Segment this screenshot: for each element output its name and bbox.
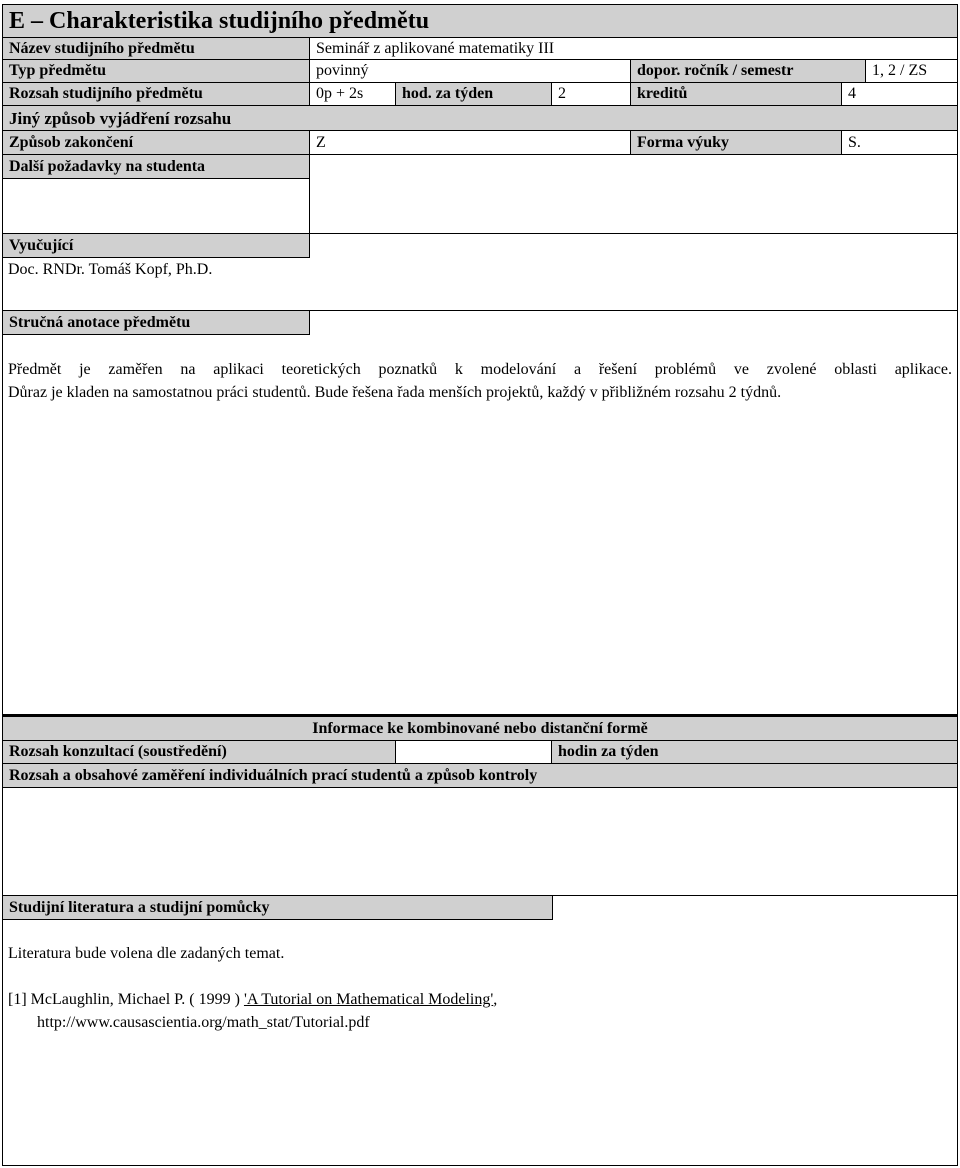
annotation-label: Stručná anotace předmětu bbox=[2, 310, 310, 335]
literature-ref-url[interactable]: http://www.causascientia.org/math_stat/Tutorial.pdf bbox=[37, 1014, 370, 1031]
year-semester-label: dopor. ročník / semestr bbox=[630, 59, 866, 83]
annotation-line-2: Důraz je kladen na samostatnou práci studentů. Bude řešena řada menších projektů, každý v přibližném rozsahu 2 týdnů. bbox=[8, 384, 782, 401]
year-semester-value: 1, 2 / ZS bbox=[865, 59, 958, 83]
distance-header: Informace ke kombinované nebo distanční formě bbox=[2, 716, 958, 741]
literature-intro: Literatura bude volena dle zadaných temat. bbox=[8, 945, 285, 962]
literature-label: Studijní literatura a studijní pomůcky bbox=[2, 895, 553, 920]
consult-value bbox=[395, 740, 552, 764]
literature-ref-1 bbox=[8, 988, 948, 1011]
teachers-label: Vyučující bbox=[2, 233, 310, 258]
teaching-form-label: Forma výuky bbox=[630, 130, 842, 155]
individual-work-label: Rozsah a obsahové zaměření individuálních prací studentů a způsob kontroly bbox=[2, 763, 958, 788]
credits-value: 4 bbox=[841, 82, 958, 106]
scope-value: 0p + 2s bbox=[309, 82, 396, 106]
consult-hours-label: hodin za týden bbox=[551, 740, 958, 764]
requirements-label: Další požadavky na studenta bbox=[2, 154, 310, 179]
completion-value: Z bbox=[309, 130, 631, 155]
scope-label: Rozsah studijního předmětu bbox=[2, 82, 310, 106]
hours-per-week-label: hod. za týden bbox=[395, 82, 552, 106]
hours-per-week-value: 2 bbox=[551, 82, 631, 106]
teaching-form-value: S. bbox=[841, 130, 958, 155]
course-name-label: Název studijního předmětu bbox=[2, 37, 310, 60]
page-title: E – Charakteristika studijního předmětu bbox=[2, 4, 958, 38]
other-scope-label: Jiný způsob vyjádření rozsahu bbox=[2, 105, 958, 131]
teachers-label-right bbox=[309, 233, 310, 258]
course-name-value: Seminář z aplikované matematiky III bbox=[309, 37, 958, 60]
annotation-line-1: Předmět je zaměřen na aplikaci teoretických poznatků k modelování a řešení problémů ve zvolené oblasti aplikace. bbox=[8, 361, 952, 378]
teacher-name: Doc. RNDr. Tomáš Kopf, Ph.D. bbox=[8, 261, 213, 278]
ref-prefix: [1] McLaughlin, Michael P. ( 1999 ) bbox=[8, 991, 244, 1008]
completion-label: Způsob zakončení bbox=[2, 130, 310, 155]
ref-suffix: , bbox=[493, 991, 498, 1008]
requirements-box bbox=[309, 154, 958, 234]
consult-label: Rozsah konzultací (soustředění) bbox=[2, 740, 396, 764]
course-type-label: Typ předmětu bbox=[2, 59, 310, 83]
credits-label: kreditů bbox=[630, 82, 842, 106]
course-type-value: povinný bbox=[309, 59, 631, 83]
ref-title-link[interactable]: 'A Tutorial on Mathematical Modeling' bbox=[243, 991, 494, 1008]
